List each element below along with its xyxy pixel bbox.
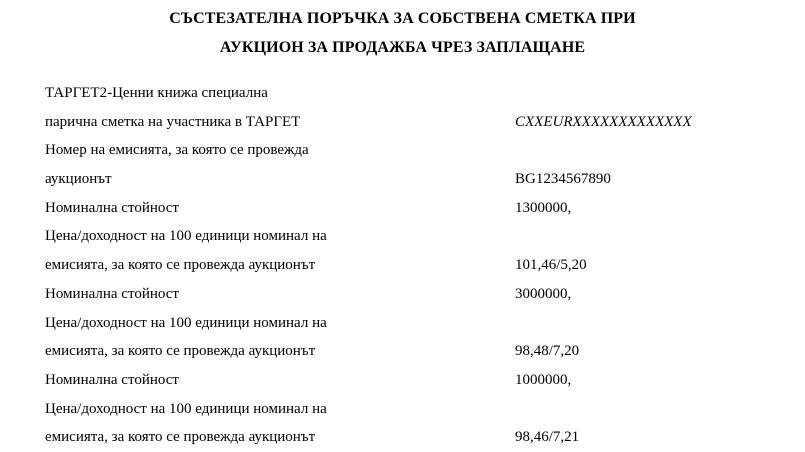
field-label: ТАРГЕТ2-Ценни книжа специална bbox=[45, 85, 268, 101]
price-yield-value: 101,46/5,20 bbox=[515, 257, 587, 274]
order-fields bbox=[0, 79, 805, 452]
nominal-value: 1000000, bbox=[515, 371, 572, 388]
field-row bbox=[0, 79, 805, 108]
nominal-value: 1300000, bbox=[515, 199, 572, 216]
field-label: Номер на емисията, за която се провежда bbox=[45, 142, 309, 159]
field-row bbox=[0, 194, 805, 223]
document-title-line-1: СЪСТЕЗАТЕЛНА ПОРЪЧКА ЗА СОБСТВЕНА СМЕТКА ПРИ bbox=[169, 10, 636, 27]
field-label: Цена/доходност на 100 единици номинал на bbox=[45, 314, 327, 331]
field-label: емисията, за която се провежда аукционът bbox=[45, 257, 316, 274]
field-row bbox=[0, 309, 805, 338]
field-label: Номинална стойност bbox=[45, 199, 179, 216]
field-row bbox=[0, 165, 805, 194]
issue-number-value: BG1234567890 bbox=[515, 171, 611, 188]
account-number-value: CXXEURXXXXXXXXXXXXX bbox=[515, 113, 692, 130]
field-label: аукционът bbox=[45, 171, 112, 188]
field-row bbox=[0, 222, 805, 251]
document-title-line-2: АУКЦИОН ЗА ПРОДАЖБА ЧРЕЗ ЗАПЛАЩАНЕ bbox=[219, 39, 586, 56]
price-yield-value: 98,46/7,21 bbox=[515, 429, 580, 446]
field-label: Номинална стойност bbox=[45, 371, 179, 388]
field-row bbox=[0, 395, 805, 424]
field-row bbox=[0, 337, 805, 366]
field-row bbox=[0, 423, 805, 452]
field-row bbox=[0, 108, 805, 137]
field-label: емисията, за която се провежда аукционът bbox=[45, 343, 316, 360]
field-label: емисията, за която се провежда аукционът bbox=[45, 429, 316, 446]
field-label: Номинална стойност bbox=[45, 285, 179, 302]
nominal-value: 3000000, bbox=[515, 285, 572, 302]
field-row bbox=[0, 280, 805, 309]
field-row bbox=[0, 366, 805, 395]
price-yield-value: 98,48/7,20 bbox=[515, 343, 580, 360]
field-row bbox=[0, 136, 805, 165]
field-row bbox=[0, 251, 805, 280]
field-label: Цена/доходност на 100 единици номинал на bbox=[45, 400, 327, 417]
field-label: Цена/доходност на 100 единици номинал на bbox=[45, 228, 327, 245]
field-label: парична сметка на участника в ТАРГЕТ bbox=[45, 113, 301, 130]
